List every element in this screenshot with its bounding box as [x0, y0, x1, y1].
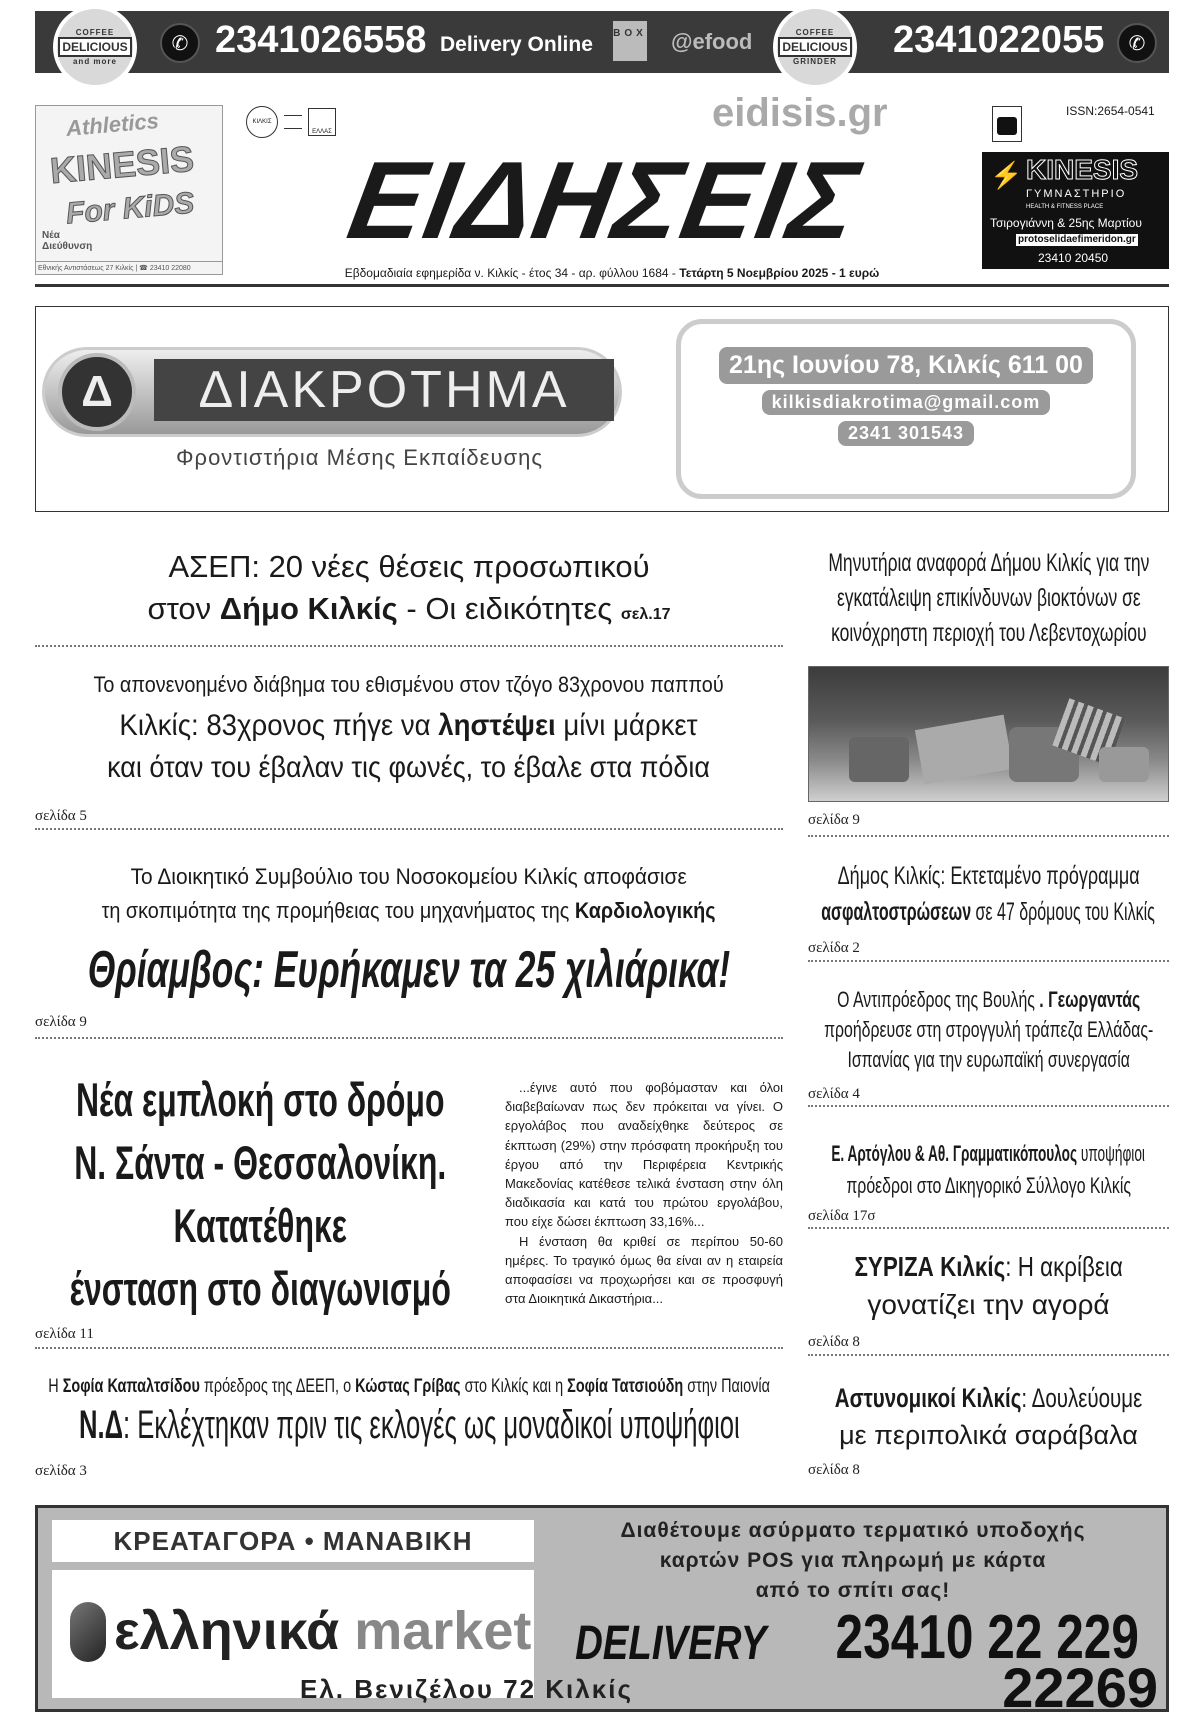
kinesis-kids-advert: [35, 105, 223, 275]
top-advert-banner: [35, 11, 1169, 73]
issn: ISSN:2654-0541: [1066, 104, 1155, 118]
divider: [808, 1105, 1169, 1107]
page-ref: σελ.17: [620, 606, 671, 623]
press-logo-icon: [992, 106, 1022, 142]
article-asphalt[interactable]: [808, 858, 1169, 930]
ad-category: ΚΡΕΑΤΑΓΟΡΑ • ΜΑΝΑΒΙΚΗ: [52, 1520, 534, 1562]
ad-text: KINESIS: [48, 137, 196, 192]
issue-price: - 1 ευρώ: [828, 266, 880, 280]
contact-block: [676, 347, 1136, 446]
headline-line: Μηνυτήρια αναφορά Δήμου Κιλκίς για την: [827, 549, 1150, 577]
kinesis-gym-advert: [982, 152, 1169, 269]
brand-text: market: [339, 1601, 532, 1661]
headline-text: : Δουλεύουμε: [1021, 1383, 1143, 1413]
headline: Θρίαμβος: Ευρήκαμεν τα 25 χιλιάρικα!: [87, 941, 731, 999]
body-paragraph: ...έγινε αυτό που φοβόμασταν και όλοι διαβεβαίωναν πως δεν πρόκειται να γίνει. Ο εργολάβος που αναδείχθηκε δεύτερος σε έκπτωση (29%) στην πρόσφατη προκήρυξη του έργου από την Περιφέρεια Κεντρικής Μακεδονίας κατέθεσε τελικά ένσταση στην όλη διαδικασία και κατά του πρώτου εργολάβου, που είχε δώσει έκπτωση 33,16%...: [505, 1080, 783, 1230]
article-road-headline[interactable]: [30, 1068, 490, 1320]
article-asep[interactable]: [35, 546, 783, 636]
article-road-body: [505, 1078, 783, 1308]
headline-text: μίνι μάρκετ: [556, 709, 699, 742]
logo-text: DELICIOUS: [58, 37, 131, 57]
brand-text: ελληνικά: [114, 1601, 340, 1661]
headline-line: Δήμος Κιλκίς: Εκτεταμένο πρόγραμμα: [837, 862, 1140, 890]
kicker-bold: Σοφία Καπαλτσίδου: [62, 1376, 200, 1397]
delivery-label: Delivery Online: [440, 33, 593, 56]
ad-phone: 23410 22 229: [835, 1603, 1139, 1672]
kicker-bold: Κώστας Γρίβας: [355, 1376, 461, 1397]
headline-line: ΑΣΕΠ: 20 νέες θέσεις προσωπικού: [168, 549, 650, 584]
article-police[interactable]: [808, 1380, 1169, 1454]
article-photo-dumped-barrels: [808, 666, 1169, 802]
headline-text: Ο Αντιπρόεδρος της Βουλής: [836, 987, 1040, 1012]
headline-text: - Οι ειδικότητες: [397, 591, 613, 626]
page-ref: σελίδα 9: [808, 812, 860, 828]
hellas-post-icon: ΕΛΛΑΣ: [308, 108, 336, 136]
ad-address: Τσιρογιάννη & 25ης Μαρτίου: [990, 216, 1142, 230]
efood-text: efood: [692, 29, 753, 54]
website-logo: eidisis.gr: [712, 91, 888, 135]
article-robbery[interactable]: [35, 672, 783, 786]
headline-line: εγκατάλειψη επικίνδυνων βιοκτόνων σε: [836, 584, 1141, 612]
issue-date: Τετάρτη 5 Νοεμβρίου 2025: [679, 266, 829, 280]
headline-line: προήδρευσε στη στρογγυλή τράπεζα Ελλάδας-: [823, 1017, 1154, 1042]
headline-text: : Εκλέχτηκαν πριν τις εκλογές ως μοναδικοί υποψήφιοι: [122, 1403, 740, 1447]
divider: [35, 1037, 783, 1039]
efood-logo: [671, 29, 752, 55]
headline-bold: Ν.Δ: [78, 1403, 123, 1447]
divider: [808, 1227, 1169, 1229]
kicker-bold: Καρδιολογικής: [575, 898, 716, 923]
ad-address: Ελ. Βενιζέλου 72 Κιλκίς: [300, 1674, 633, 1704]
headline-bold: ληστέψει: [438, 709, 557, 742]
page-ref: σελίδα 4: [808, 1086, 860, 1102]
ad-text: Διαθέτουμε ασύρματο τερματικό υποδοχής: [620, 1519, 1086, 1542]
diakrotima-advert: [35, 306, 1169, 512]
postal-stamp-icon: ΚΙΛΚΙΣ: [246, 106, 278, 138]
headline-line: Ν. Σάντα - Θεσσαλονίκη.: [73, 1136, 447, 1189]
headline-line: και όταν του έβαλαν τις φωνές, το έβαλε στα πόδια: [107, 751, 711, 784]
ad-text: Athletics: [65, 108, 160, 142]
logo-text: COFFEE: [795, 28, 835, 37]
ad-text: For KiDS: [64, 186, 196, 231]
kicker-text: στην Παιονία: [683, 1376, 770, 1397]
headline-text: Κιλκίς: 83χρονος πήγε να: [119, 709, 439, 742]
kicker: Το Διοικητικό Συμβούλιο του Νοσοκομείου Κιλκίς αποφάσισε: [130, 864, 688, 889]
headline-line: Νέα εμπλοκή στο δρόμο: [75, 1073, 445, 1126]
issue-info: [262, 266, 962, 280]
ad-text: HEALTH & FITNESS PLACE: [1026, 204, 1104, 210]
article-hospital[interactable]: [35, 860, 783, 1000]
masthead-rule: [35, 284, 1169, 287]
divider: [808, 1354, 1169, 1356]
article-nd[interactable]: [35, 1376, 783, 1448]
market-logo-icon: [70, 1602, 106, 1662]
divider: [808, 835, 1169, 837]
ellinika-market-advert: [35, 1505, 1169, 1719]
kicker-text: στο Κιλκίς και η: [460, 1376, 568, 1397]
diakrotima-logo-icon: Δ: [58, 353, 136, 431]
ad-text: ΓΥΜΝΑΣΤΗΡΙΟ: [1026, 188, 1127, 200]
ad-phone: 23410 20450: [1038, 251, 1109, 265]
headline-bold: Ε. Αρτόγλου & Αθ. Γραμματικόπουλος: [831, 1141, 1078, 1166]
delivery-block: [556, 1616, 786, 1672]
logo-text: DELICIOUS: [778, 37, 851, 57]
whatsapp-icon: ✆: [1117, 23, 1157, 63]
headline-text: υποψήφιοι: [1077, 1141, 1146, 1166]
headline-text: σε 47 δρόμους του Κιλκίς: [971, 898, 1156, 926]
headline-text: στον: [147, 591, 220, 626]
headline-text: : Η ακρίβεια: [1005, 1251, 1123, 1282]
ad-text: από το σπίτι σας!: [755, 1579, 951, 1602]
kicker-bold: Σοφία Τατσιούδη: [567, 1376, 684, 1397]
logo-text: COFFEE: [75, 28, 115, 37]
headline-line: Ισπανίας για την ευρωπαϊκή συνεργασία: [847, 1047, 1130, 1072]
headline-bold: ΣΥΡΙΖΑ Κιλκίς: [854, 1251, 1006, 1282]
page-ref: σελίδα 11: [35, 1326, 94, 1342]
page-ref: σελίδα 9: [35, 1014, 87, 1030]
page-ref: σελίδα 17σ: [808, 1208, 876, 1224]
ad-phone: 2341 301543: [838, 421, 974, 446]
divider: [35, 828, 783, 830]
pos-notice: [548, 1516, 1158, 1606]
kicker-text: πρόεδρος της ΔΕΕΠ, ο: [199, 1376, 356, 1397]
kicker: Το απονενοημένο διάβημα του εθισμένου στον τζόγο 83χρονου παππού: [93, 672, 725, 697]
headline-line: κοινόχρηστη περιοχή του Λεβεντοχωρίου: [830, 619, 1147, 647]
headline-bold: . Γεωργαντάς: [1039, 987, 1141, 1012]
ad-text: Νέα Διεύθυνση: [42, 230, 93, 252]
issue-details: Εβδομαδιαία εφημερίδα ν. Κιλκίς - έτος 34 - αρ. φύλλου 1684 -: [344, 266, 680, 280]
postal-stamps: [246, 106, 336, 138]
phone-number: 2341022055: [893, 19, 1105, 61]
headline-line: γονατίζει την αγορά: [867, 1289, 1110, 1320]
coffee-delicious-grinder-logo: [773, 5, 857, 89]
headline-line: πρόεδροι στο Δικηγορικό Σύλλογο Κιλκίς: [846, 1173, 1131, 1198]
efood-icon: @: [671, 29, 693, 54]
ad-phone: 22269: [1002, 1656, 1158, 1719]
ad-tagline: Φροντιστήρια Μέσης Εκπαίδευσης: [176, 445, 543, 470]
article-pesticides[interactable]: [808, 546, 1169, 651]
newspaper-title: [280, 139, 930, 262]
headline-bold: ασφαλτοστρώσεων: [821, 898, 972, 926]
runner-icon: ⚡: [990, 160, 1023, 190]
coffee-delicious-logo: [53, 5, 137, 89]
ad-email: kilkisdiakrotima@gmail.com: [762, 390, 1051, 415]
phone-number: 2341026558: [215, 19, 427, 61]
title-text: ΕΙΔΗΣΕΙΣ: [340, 139, 870, 262]
page-ref: σελίδα 8: [808, 1334, 860, 1350]
page-ref: σελίδα 2: [808, 940, 860, 956]
ad-brand: KINESIS: [1026, 154, 1139, 185]
delivery-label: DELIVERY: [575, 1617, 767, 1670]
logo-text: and more: [72, 57, 117, 66]
article-lawyers[interactable]: [808, 1138, 1169, 1202]
ad-brand: ΔΙΑΚΡΟΤΗΜΑ: [154, 359, 614, 421]
article-syriza[interactable]: [808, 1248, 1169, 1324]
ad-address: Εθνικής Αντιστάσεως 27 Κιλκίς | ☎ 23410 22080: [36, 261, 222, 274]
kicker-text: τη σκοπιμότητα της προμήθειας του μηχανήματος της: [102, 898, 576, 923]
ad-text: καρτών POS για πληρωμή με κάρτα: [659, 1549, 1047, 1572]
page-ref: σελίδα 3: [35, 1463, 87, 1479]
headline-line: με περιπολικά σαράβαλα: [839, 1420, 1138, 1450]
page-ref: σελίδα 5: [35, 808, 87, 824]
kicker-text: Η: [48, 1376, 63, 1397]
ad-address: 21ης Ιουνίου 78, Κιλκίς 611 00: [719, 347, 1093, 384]
logo-text: GRINDER: [793, 57, 837, 66]
watermark: protoselidaefimeridon.gr: [1018, 234, 1136, 245]
headline-bold: Δήμο Κιλκίς: [219, 591, 398, 626]
wave-lines-icon: [284, 115, 302, 129]
page-ref: σελίδα 8: [808, 1462, 860, 1478]
whatsapp-icon: ✆: [160, 23, 200, 63]
divider: [808, 960, 1169, 962]
headline-line: ένσταση στο διαγωνισμό: [69, 1262, 451, 1315]
body-paragraph: Η ένσταση θα κριθεί σε περίπου 50-60 ημέρες. Το τραγικό όμως θα είναι αν η εταιρεία αποφασίσει να προχωρήσει και σε προσφυγή στα Διοικητικά Δικαστήρια...: [505, 1233, 783, 1307]
headline-bold: Αστυνομικοί Κιλκίς: [834, 1383, 1022, 1413]
headline-line: Κατατέθηκε: [173, 1199, 347, 1252]
article-deputy[interactable]: [808, 985, 1169, 1075]
divider: [35, 1347, 783, 1349]
box-logo: BOX: [613, 21, 647, 61]
divider: [35, 645, 783, 647]
